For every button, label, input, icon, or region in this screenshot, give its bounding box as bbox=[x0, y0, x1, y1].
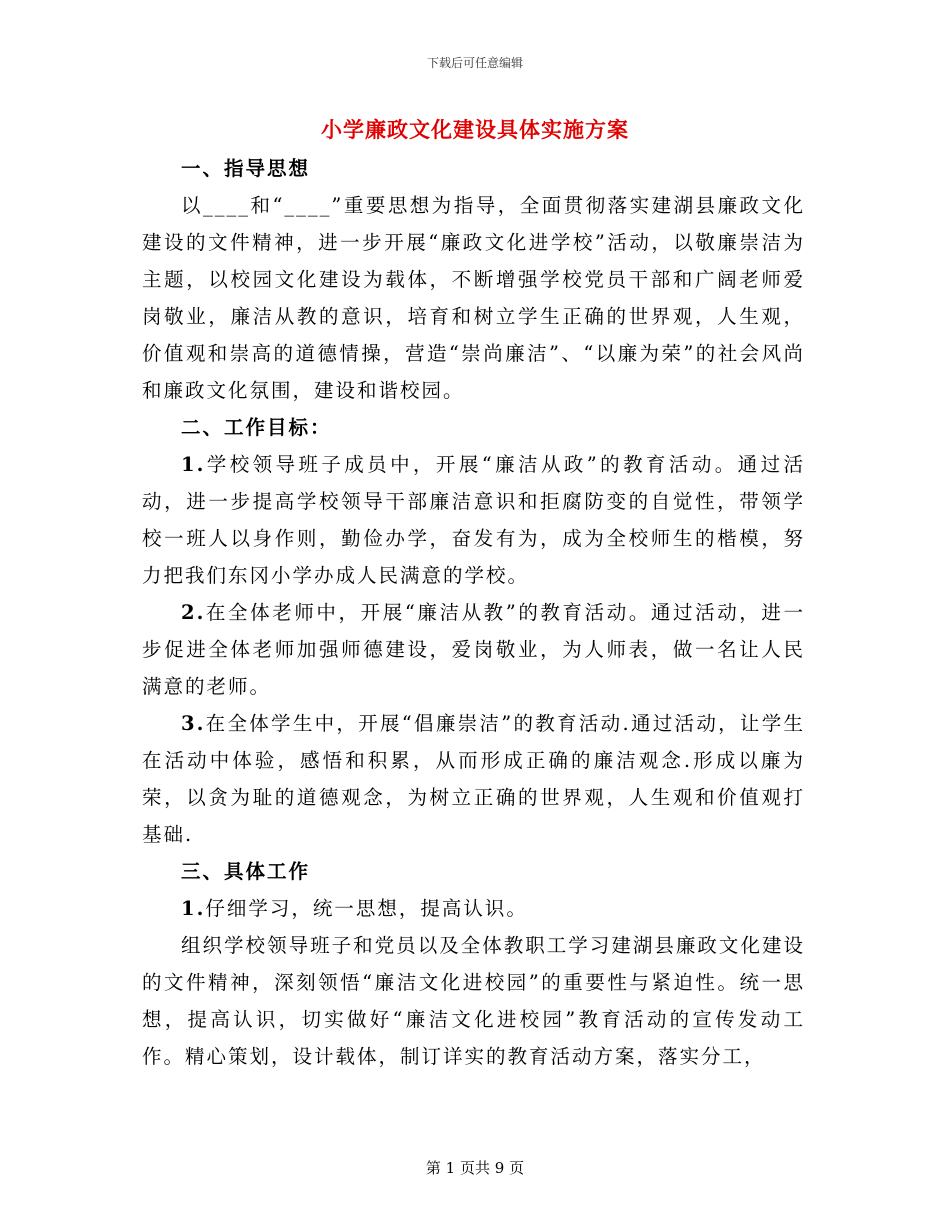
list-item-goal-1 bbox=[142, 446, 805, 594]
item-number: 1. bbox=[181, 897, 206, 920]
item-number: 2. bbox=[181, 601, 206, 624]
section-heading-specific-work: 三、具体工作 bbox=[181, 860, 311, 883]
page-footer: 第 1 页共 9 页 bbox=[425, 1159, 525, 1177]
paragraph-specific-work: 组织学校领导班子和党员以及全体教职工学习建湖县廉政文化建设的文件精神，深刻领悟“廉洁文化进校园”的重要性与紧迫性。统一思想，提高认识，切实做好“廉洁文化进校园”教育活动的宣传发动工作。精心策划，设计载体，制订详实的教育活动方案，落实分工， bbox=[142, 934, 805, 1068]
item-text: 在全体学生中，开展“倡廉崇洁”的教育活动.通过活动，让学生在活动中体验，感悟和积累，从而形成正确的廉洁观念.形成以廉为荣，以贪为耻的道德观念，为树立正确的世界观，人生观和价值观打基础. bbox=[142, 712, 805, 846]
list-item-goal-2 bbox=[142, 594, 805, 705]
item-text: 学校领导班子成员中，开展“廉洁从政”的教育活动。通过活动，进一步提高学校领导干部廉洁意识和拒腐防变的自觉性，带领学校一班人以身作则，勤俭办学，奋发有为，成为全校师生的楷模，努力把我们东冈小学办成人民满意的学校。 bbox=[142, 453, 805, 587]
item-number: 1. bbox=[181, 453, 206, 476]
item-text: 仔细学习，统一思想，提高认识。 bbox=[205, 897, 528, 920]
section-heading-guiding-ideology: 一、指导思想 bbox=[181, 157, 311, 180]
document-title: 小学廉政文化建设具体实施方案 bbox=[321, 117, 629, 142]
item-number: 3. bbox=[181, 712, 206, 735]
section-heading-work-goals: 二、工作目标： bbox=[181, 416, 332, 439]
list-item-goal-3 bbox=[142, 705, 805, 853]
list-item-work-1 bbox=[142, 890, 805, 927]
document-body bbox=[142, 150, 805, 1075]
header-note: 下载后可任意编辑 bbox=[426, 56, 523, 70]
item-text: 在全体老师中，开展“廉洁从教”的教育活动。通过活动，进一步促进全体老师加强师德建设，爱岗敬业，为人师表，做一名让人民满意的老师。 bbox=[142, 601, 805, 698]
paragraph-guiding-ideology: 以____和“____”重要思想为指导，全面贯彻落实建湖县廉政文化建设的文件精神，进一步开展“廉政文化进学校”活动，以敬廉崇洁为主题，以校园文化建设为载体，不断增强学校党员干部和广阔老师爱岗敬业，廉洁从教的意识，培育和树立学生正确的世界观，人生观，价值观和崇高的道德情操，营造“崇尚廉洁”、“以廉为荣”的社会风尚和廉政文化氛围，建设和谐校园。 bbox=[142, 194, 805, 402]
